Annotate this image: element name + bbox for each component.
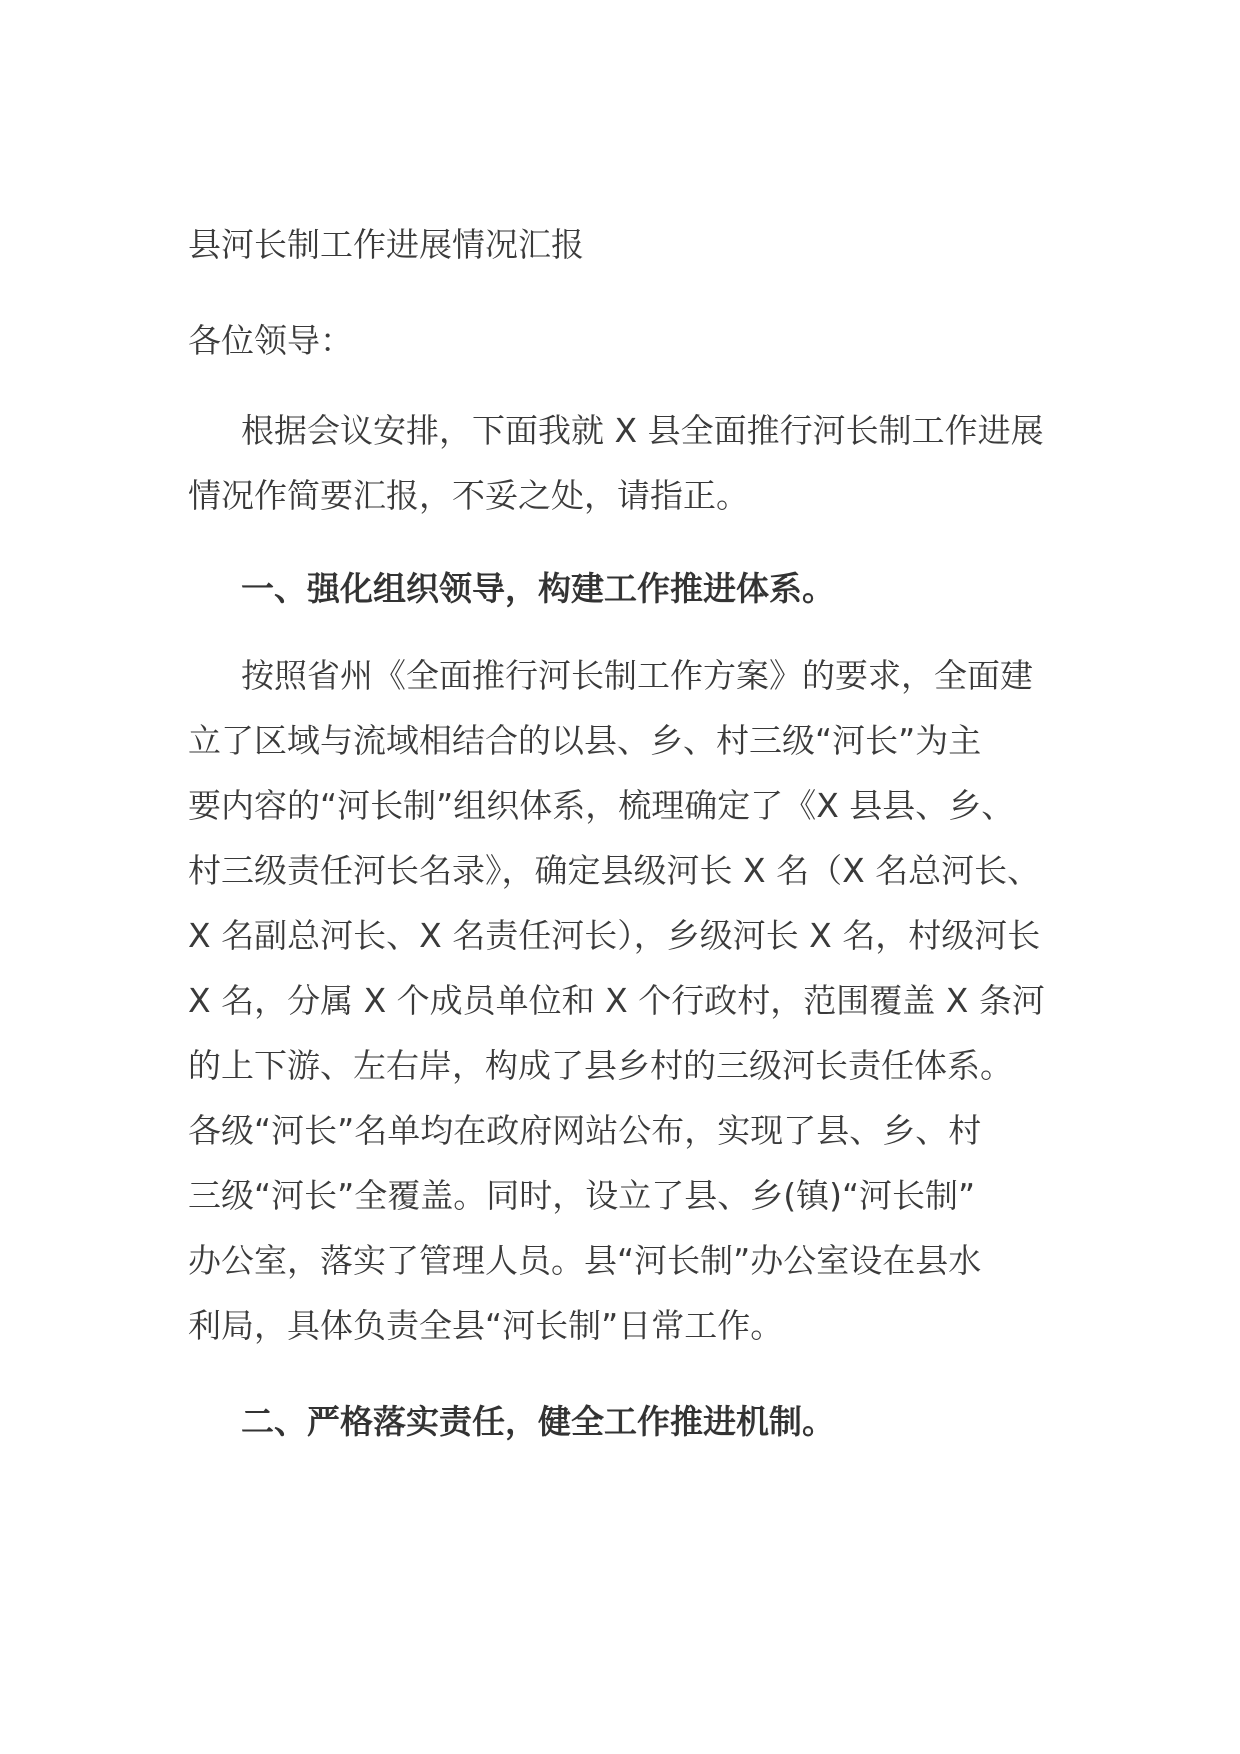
paragraph-line: 村三级责任河长名录》，确定县级河长 X 名（X 名总河长、	[188, 851, 1041, 890]
paragraph-line: 三级“河长”全覆盖。同时，设立了县、乡(镇)“河长制”	[188, 1176, 976, 1215]
paragraph-line: 根据会议安排，下面我就 X 县全面推行河长制工作进展	[241, 411, 1044, 450]
salutation: 各位领导：	[188, 321, 353, 360]
paragraph-line: 立了区域与流域相结合的以县、乡、村三级“河长”为主	[188, 721, 982, 760]
section-heading-1: 一、强化组织领导，构建工作推进体系。	[241, 569, 835, 608]
section-heading-2: 二、严格落实责任，健全工作推进机制。	[241, 1402, 835, 1441]
paragraph-line: 办公室，落实了管理人员。县“河长制”办公室设在县水	[188, 1241, 982, 1280]
paragraph-line: 利局，具体负责全县“河长制”日常工作。	[188, 1306, 784, 1345]
paragraph-line: 按照省州《全面推行河长制工作方案》的要求，全面建	[241, 656, 1033, 695]
document-title: 县河长制工作进展情况汇报	[188, 225, 584, 264]
paragraph-line: 的上下游、左右岸，构成了县乡村的三级河长责任体系。	[188, 1046, 1013, 1085]
paragraph-line: 各级“河长”名单均在政府网站公布，实现了县、乡、村	[188, 1111, 982, 1150]
intro-paragraph	[188, 398, 1188, 528]
paragraph-line: X 名，分属 X 个成员单位和 X 个行政村，范围覆盖 X 条河	[188, 981, 1045, 1020]
paragraph-line: 要内容的“河长制”组织体系，梳理确定了《X 县县、乡、	[188, 786, 1015, 825]
paragraph-line: X 名副总河长、X 名责任河长），乡级河长 X 名，村级河长	[188, 916, 1041, 955]
paragraph-line: 情况作简要汇报，不妥之处，请指正。	[188, 476, 749, 515]
section-1-paragraph	[188, 643, 1188, 1358]
